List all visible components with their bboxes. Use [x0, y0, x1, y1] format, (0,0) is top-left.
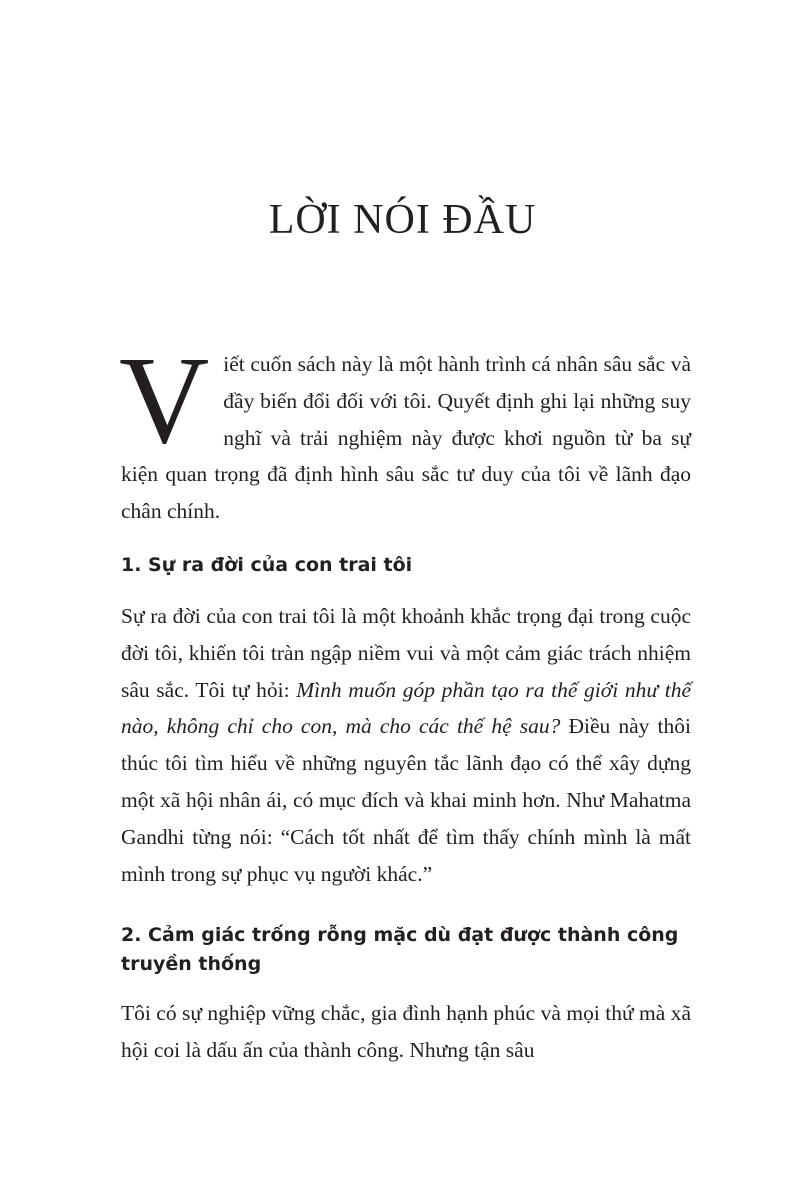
drop-cap: V	[119, 332, 210, 470]
section-1-paragraph	[121, 598, 691, 892]
section-1-text-start: Sự ra đời của con trai tôi là một khoảnh khắc trọng đại trong cuộc đời tôi, khiến tôi tràn ngập niềm vui và một cảm giác trách nhiệm sâu sắc. Tôi tự hỏi:	[121, 603, 691, 702]
section-2-paragraph: Tôi có sự nghiệp vững chắc, gia đình hạnh phúc và mọi thứ mà xã hội coi là dấu ấn của thành công. Nhưng tận sâu	[121, 1001, 691, 1063]
page-content	[119, 332, 692, 1069]
section-1-text-end: Điều này thôi thúc tôi tìm hiểu về những nguyên tắc lãnh đạo có thể xây dựng một xã hội nhân ái, có mục đích và khai minh hơn. Như Mahatma Gandhi từng nói: “Cách tốt nhất để tìm thấy chính mình là mất mình trong sự phục vụ người khác.”	[121, 714, 691, 886]
section-2-heading: 2. Cảm giác trống rỗng mặc dù đạt được thành công truyền thống	[121, 924, 679, 976]
page-title: LỜI NÓI ĐẦU	[268, 197, 537, 243]
intro-text: iết cuốn sách này là một hành trình cá nhân sâu sắc và đầy biến đổi đối với tôi. Quyết định ghi lại những suy nghĩ và trải nghiệm này được khơi nguồn từ ba sự kiện quan trọng đã định hình sâu sắc tư duy của tôi về lãnh đạo chân chính.	[121, 352, 691, 524]
intro-paragraph	[119, 332, 691, 530]
section-1-heading: 1. Sự ra đời của con trai tôi	[121, 553, 413, 576]
section-1-italic-question: Mình muốn góp phần tạo ra thế giới như thế nào, không chỉ cho con, mà cho các thế hệ sau?	[121, 677, 692, 739]
